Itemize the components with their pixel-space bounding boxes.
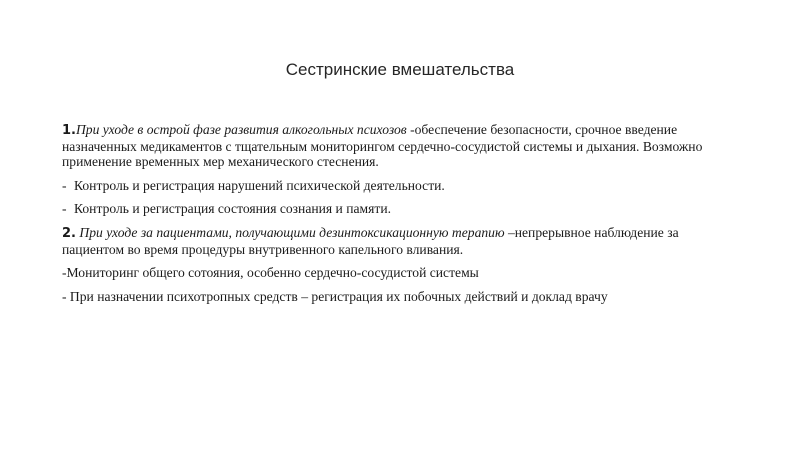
bullet-dash: - xyxy=(62,177,67,193)
item-number-2: 2. xyxy=(62,225,76,241)
acute-phase-text: -обеспечение безопасности, срочное введение назначенных медикаментов с тщательным мониторингом сердечно-сосудистой системы и дыхания. Возможно применение временных мер механического стеснения. xyxy=(62,122,703,170)
bullet-mental-activity-text: Контроль и регистрация нарушений психической деятельности. xyxy=(74,177,445,193)
paragraph-detox xyxy=(62,225,722,257)
acute-phase-lead: При уходе в острой фазе развития алкогольных психозов xyxy=(75,122,407,137)
item-number-1: 1. xyxy=(62,123,76,138)
bullet-mental-activity xyxy=(62,178,722,194)
detox-lead: При уходе за пациентами, получающими дезинтоксикационную терапию xyxy=(75,224,505,240)
bullet-consciousness-text: Контроль и регистрация состояния сознания и памяти. xyxy=(74,201,392,217)
detox-text: –непрерывное наблюдение за пациентом во время процедуры внутривенного капельного вливания. xyxy=(62,224,679,257)
bullet-consciousness xyxy=(62,201,722,217)
bullet-dash: - xyxy=(62,201,67,217)
slide-title: Сестринские вмешательства xyxy=(285,60,515,79)
slide-body xyxy=(62,122,722,312)
paragraph-psychotropic: - При назначении психотропных средств – регистрация их побочных действий и доклад врачу xyxy=(62,288,608,304)
paragraph-monitoring: -Мониторинг общего сотояния, особенно сердечно-сосудистой системы xyxy=(62,265,479,281)
paragraph-acute-phase xyxy=(62,122,722,170)
